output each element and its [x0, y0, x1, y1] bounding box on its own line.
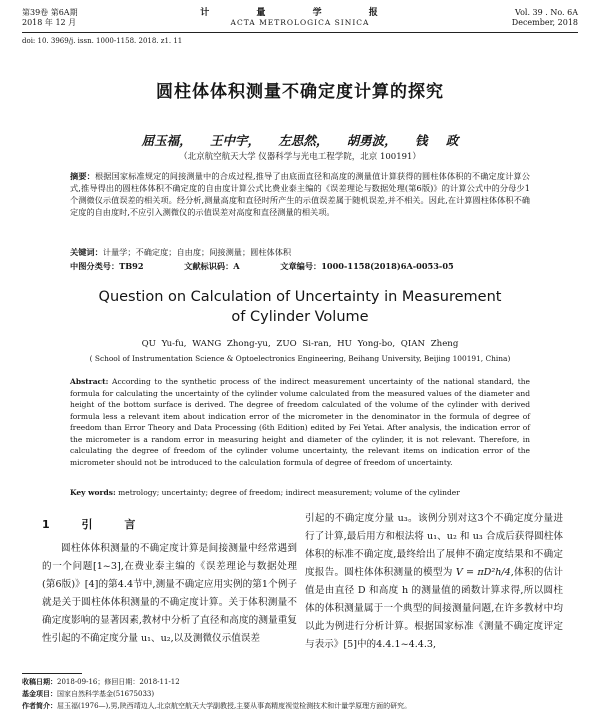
affiliation-cn: （北京航空航天大学 仪器科学与光电工程学院，北京 100191）: [179, 152, 421, 162]
header-right: [512, 8, 578, 28]
footnote-fund: [22, 688, 578, 700]
keywords-cn: [70, 247, 530, 258]
footnote-received: [22, 676, 578, 688]
header-rule: [22, 32, 578, 33]
abstract-en: [70, 376, 530, 468]
keywords-en-label: Key words:: [70, 488, 116, 497]
authors-cn: 屈玉福， 王中宇， 左思然， 胡勇波， 钱 政: [141, 133, 459, 148]
intro-paragraph-right-2: ,体积的估计值是由直径 D 和高度 h 的测量值的函数计算求得,所以圆柱体的体积测量属于一个典型的间接测量问题,在许多教材中均以此为例进行分析计算。根据国家标准《测量不确定度评定与表示》[5]中的4.4.1~4.4.3,: [305, 567, 563, 650]
doi: doi: 10. 3969/j. issn. 1000-1158. 2018. z1. 11: [22, 37, 183, 45]
footnote-received-text: 2018-09-16；修回日期：2018-11-12: [57, 678, 180, 686]
title-en: [0, 287, 600, 327]
abstract-cn-label: 摘要：: [70, 171, 95, 181]
footnote-author-label: 作者简介：: [22, 701, 57, 710]
volume-formula: V = πD²h/4: [455, 567, 511, 578]
affiliation-en: ( School of Instrumentation Science & Optoelectronics Engineering, Beihang University, Beijing 100191, China): [89, 354, 511, 363]
intro-paragraph-right-1: 引起的不确定度分量 u₃。该例分别对这3个不确定度分量进行了计算,最后用方和根法将 u₁、u₂ 和 u₃ 合成后获得圆柱体体积的标准不确定度,最终给出了展伸不确定度结果和不确定度报告。圆柱体体积测量的模型为: [305, 513, 563, 578]
header-volume-cn: 第39卷 第6A期: [22, 8, 78, 17]
section-heading: 1 引 言: [42, 518, 150, 531]
article-number: 文章编号：1000-1158(2018)6A-0053-05: [280, 261, 454, 271]
body-column-left: [42, 510, 297, 648]
footnote-fund-text: 国家自然科学基金(51675033): [57, 690, 155, 698]
footnote-rule: [22, 673, 82, 674]
abstract-en-text: According to the synthetic process of the indirect measurement uncertainty of the national standard, the formula for calculating the uncertainty of the cylinder volume calculated from the measured values of the diameter and height of the bottom surface is derived. The degree of freedom calculated of the volume of the cylinder with derived formula less a relevant item about indication error of the micrometer in the denominator in the formula of degree of freedom than Error Theory and Data Processing (6th Edition) edited by Fei Yetai. After analysis, the indication error of the micrometer is a random error in measuring height and diameter of the cylinder, it is not relevant. Therefore, in calculating the degree of freedom of the cylinder volume uncertainty, the relevant items on indication error of the micrometer should not be introduced to the calculation formula of degree of freedom of uncertainty.: [70, 377, 530, 467]
header-journal-cn: 计 量 学 报: [200, 8, 400, 18]
running-header: [22, 6, 578, 32]
footnote-received-label: 收稿日期：: [22, 677, 57, 686]
title-cn: 圆柱体体积测量不确定度计算的探究: [156, 82, 444, 102]
abstract-en-label: Abstract:: [70, 377, 109, 386]
header-center: [22, 8, 578, 28]
document-code: 文献标识码：A: [184, 261, 240, 271]
header-date-en: December, 2018: [511, 18, 578, 27]
classification: [70, 261, 488, 272]
keywords-en: [70, 488, 530, 497]
keywords-cn-label: 关键词：: [70, 247, 103, 257]
intro-paragraph-left: 圆柱体体积测量的不确定度计算是间接测量中经常遇到的一个问题[1~3],在费业泰主编的《误差理论与数据处理(第6版)》[4]的第4.4节中,测量不确定应用实例的第1个例子就是关于圆柱体体积测量的不确定度计算。关于体积测量不确定度影响的显著因素,教材中分析了直径和高度的测量重复性引起的不确定度分量 u₁、u₂,以及测微仪示值误差: [42, 543, 297, 644]
body-column-right: [305, 510, 563, 654]
clc-number: 中图分类号：TB92: [70, 261, 144, 271]
keywords-en-text: metrology; uncertainty; degree of freedom; indirect measurement; volume of the cylinder: [118, 488, 460, 497]
header-volume-en: Vol. 39 . No. 6A: [515, 8, 578, 17]
abstract-cn: [70, 170, 530, 218]
authors-en: QU Yu-fu, WANG Zhong-yu, ZUO Si-ran, HU Yong-bo, QIAN Zheng: [141, 339, 459, 349]
footnote-fund-label: 基金项目：: [22, 689, 57, 698]
title-en-line1: Question on Calculation of Uncertainty in Measurement: [98, 289, 502, 305]
footnote-author-text: 屈玉福(1976—),男,陕西靖边人,北京航空航天大学副教授,主要从事高精度视觉检测技术和计量学原理方面的研究。: [57, 702, 412, 710]
keywords-cn-text: 计量学；不确定度；自由度；间接测量；圆柱体体积: [102, 247, 292, 257]
header-journal-en: ACTA METROLOGICA SINICA: [230, 18, 370, 27]
footnote-author: [22, 700, 578, 712]
footnotes: [22, 676, 578, 712]
title-en-line2: of Cylinder Volume: [231, 309, 369, 325]
abstract-cn-text: 根据国家标准规定的间接测量中的合成过程,推导了由底面直径和高度的测量值计算获得的圆柱体体积的不确定度计算公式,推导得出的圆柱体体积不确定度的自由度计算公式比费业泰主编的《误差理论与数据处理(第6版)》的计算公式中的分母少1个测微仪示值误差的相关项。经分析,测量高度和直径时所产生的示值误差属于随机误差,并不相关。因此,在计算圆柱体体积不确定度的自由度时,不应引入测微仪的示值误差对高度和直径测量的相关项。: [70, 171, 530, 217]
header-date-cn: 2018 年 12 月: [22, 18, 77, 27]
